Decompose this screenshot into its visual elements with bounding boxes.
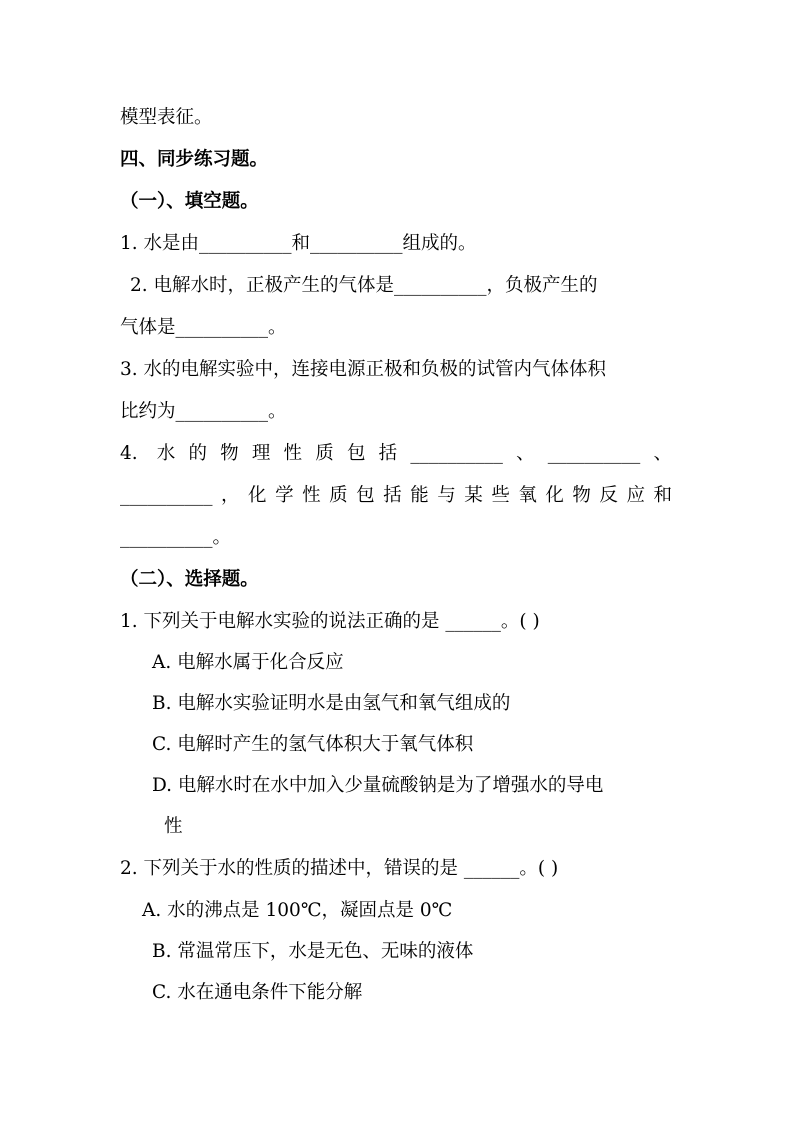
choice-q1-option-a: A. 电解水属于化合反应 (152, 652, 344, 673)
choice-q1-stem: 1. 下列关于电解水实验的说法正确的是 ______。( ) (120, 611, 540, 632)
choice-q2-stem: 2. 下列关于水的性质的描述中，错误的是 ______。( ) (120, 858, 559, 879)
choice-q2-option-a: A. 水的沸点是 100℃，凝固点是 0℃ (142, 900, 453, 921)
section-title: 四、同步练习题。 (120, 149, 269, 170)
fill-blank-q4-line1-text: 4. 水的物理性质包括__________、__________、 (120, 443, 672, 464)
fill-blank-q4-line2 (120, 484, 672, 508)
choice-q2-option-c: C. 水在通电条件下能分解 (152, 982, 363, 1003)
fill-blank-q4-line2-text: __________，化学性质包括能与某些氧化物反应和 (120, 485, 672, 506)
fill-blank-q3-line2: 比约为__________。 (120, 401, 287, 422)
choice-q2-option-b: B. 常温常压下，水是无色、无味的液体 (152, 941, 474, 962)
intro-tail-text: 模型表征。 (120, 107, 213, 128)
choice-q1-option-b: B. 电解水实验证明水是由氢气和氧气组成的 (152, 693, 511, 714)
fill-blank-q4-line3: __________。 (120, 527, 232, 548)
fill-blank-q2-line1: 2. 电解水时，正极产生的气体是__________，负极产生的 (130, 275, 598, 296)
choice-heading: （二）、选择题。 (120, 569, 259, 590)
fill-blank-q2-line2: 气体是__________。 (120, 317, 287, 338)
choice-q1-option-d-cont: 性 (164, 816, 183, 837)
fill-blank-q3-line1: 3. 水的电解实验中，连接电源正极和负极的试管内气体体积 (120, 359, 607, 380)
choice-q1-option-d: D. 电解水时在水中加入少量硫酸钠是为了增强水的导电 (152, 775, 604, 796)
fill-blank-q1: 1. 水是由__________和__________组成的。 (120, 233, 477, 254)
choice-q1-option-c: C. 电解时产生的氢气体积大于氧气体积 (152, 734, 474, 755)
fill-blank-heading: （一）、填空题。 (120, 191, 259, 212)
fill-blank-q4-line1 (120, 442, 672, 466)
